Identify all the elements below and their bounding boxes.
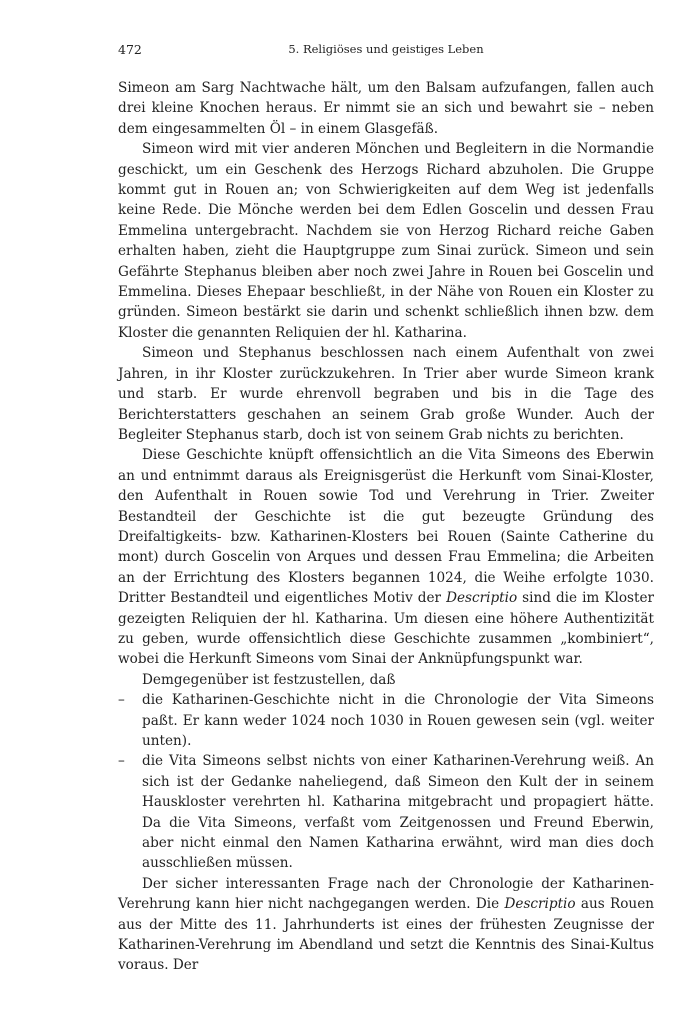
dash-list	[118, 690, 654, 874]
paragraphs	[118, 78, 654, 690]
list-dash: –	[118, 692, 125, 709]
italic-title: Descriptio	[504, 896, 576, 913]
paragraph	[118, 139, 654, 343]
page-header	[118, 42, 654, 64]
text-segment: Simeon am Sarg Nachtwache hält, um den Balsam aufzufangen, fallen auch drei kleine Knochen heraus. Er nimmt sie an sich und bewahrt sie – neben dem eingesammelten Öl – in einem Glasgefäß.	[118, 80, 654, 137]
text-segment: Demgegenüber ist festzustellen, daß	[142, 671, 396, 688]
text-segment: Der sicher interessanten Frage nach der Chronologie der Katharinen-Verehrung kann hier nicht nachgegangen werden. Die	[118, 875, 654, 913]
text-segment: aus Rouen aus der Mitte des 11. Jahrhunderts ist eines der frühesten Zeugnisse der Katharinen-Verehrung im Abendland und setzt die Kenntnis des Sinai-Kultus voraus. Der	[118, 896, 654, 974]
italic-title: Descriptio	[446, 590, 518, 607]
body-text	[118, 78, 654, 976]
paragraph	[118, 78, 654, 139]
page-number: 472	[118, 42, 142, 57]
text-segment: Simeon wird mit vier anderen Mönchen und Begleitern in die Normandie geschickt, um ein Geschenk des Herzogs Richard abzuholen. Die Gruppe kommt gut in Rouen an; von Schwierigkeiten auf dem Weg ist jedenfalls keine Rede. Die Mönche werden bei dem Edlen Goscelin und dessen Frau Emmelina untergebracht. Nachdem sie von Herzog Richard reiche Gaben erhalten haben, zieht die Hauptgruppe zum Sinai zurück. Simeon und sein Gefährte Stephanus bleiben aber noch zwei Jahre in Rouen bei Goscelin und Emmelina. Dieses Ehepaar beschließt, in der Nähe von Rouen ein Kloster zu gründen. Simeon bestärkt sie darin und schenkt schließlich ihnen bzw. dem Kloster die genannten Reliquien der hl. Katharina.	[118, 141, 654, 341]
list-item-text: die Katharinen-Geschichte nicht in die Chronologie der Vita Simeons paßt. Er kann weder 1024 noch 1030 in Rouen gewesen sein (vgl. weiter unten).	[142, 692, 654, 749]
running-title: 5. Religiöses und geistiges Leben	[288, 42, 484, 56]
final-paragraph	[118, 874, 654, 976]
text-segment: Simeon und Stephanus beschlossen nach einem Aufenthalt von zwei Jahren, in ihr Kloster zurückzukehren. In Trier aber wurde Simeon krank und starb. Er wurde ehrenvoll begraben und bis in die Tage des Berichterstatters geschahen an seinem Grab große Wunder. Auch der Begleiter Stephanus starb, doch ist von seinem Grab nichts zu berichten.	[118, 345, 654, 443]
paragraph	[118, 670, 654, 690]
text-segment: sind die im Kloster gezeigten Reliquien der hl. Katharina. Um diesen eine höhere Authentizität zu geben, wurde offensichtlich diese Geschichte zusammen „kombiniert“, wobei die Herkunft Simeons vom Sinai der Anknüpfungspunkt war.	[118, 590, 654, 668]
list-dash: –	[118, 753, 125, 770]
paragraph	[118, 445, 654, 669]
list-item-text: die Vita Simeons selbst nichts von einer Katharinen-Verehrung weiß. An sich ist der Gedanke naheliegend, daß Simeon den Kult der in seinem Hauskloster verehrten hl. Katharina mitgebracht und propagiert hätte. Da die Vita Simeons, verfaßt vom Zeitgenossen und Freund Eberwin, aber nicht einmal den Namen Katharina erwähnt, wird man dies doch ausschließen müssen.	[142, 753, 654, 872]
paragraph	[118, 343, 654, 445]
text-segment: Diese Geschichte knüpft offensichtlich an die Vita Simeons des Eberwin an und entnimmt daraus als Ereignisgerüst die Herkunft vom Sinai-Kloster, den Aufenthalt in Rouen sowie Tod und Verehrung in Trier. Zweiter Bestandteil der Geschichte ist die gut bezeugte Gründung des Dreifaltigkeits- bzw. Katharinen-Klosters bei Rouen (Sainte Catherine du mont) durch Goscelin von Arques und dessen Frau Emmelina; die Arbeiten an der Errichtung des Klosters begannen 1024, die Weihe erfolgte 1030. Dritter Bestandteil und eigentliches Motiv der	[118, 447, 654, 607]
book-page	[118, 42, 654, 976]
list-item	[118, 751, 654, 873]
list-item	[118, 690, 654, 751]
